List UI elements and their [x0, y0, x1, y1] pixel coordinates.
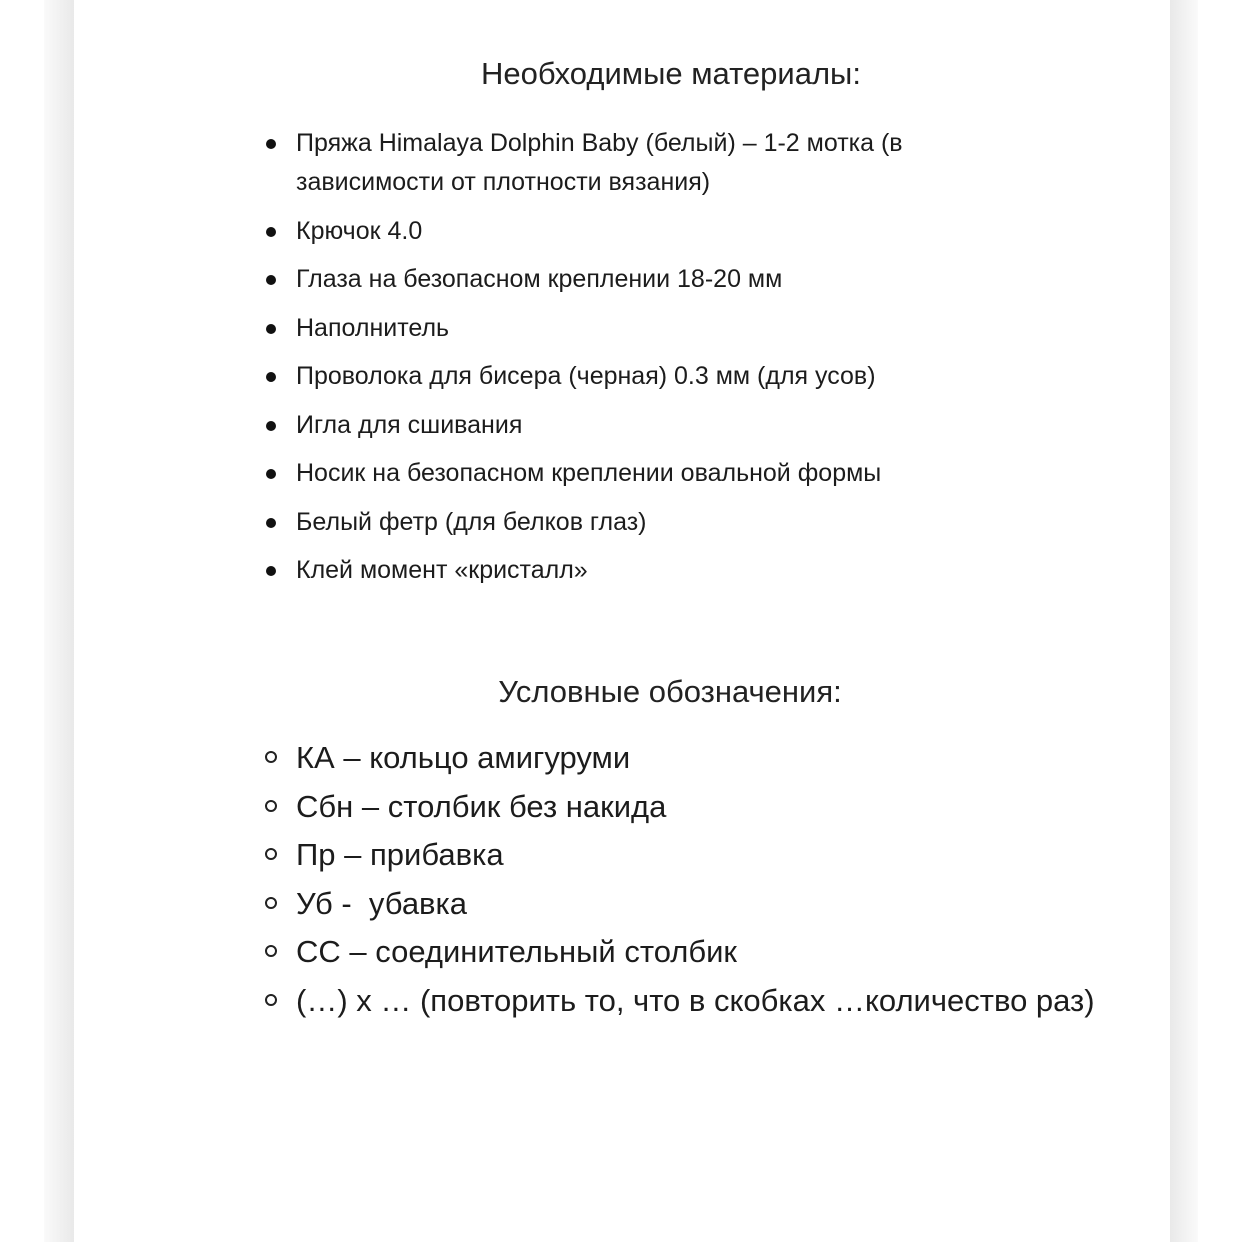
legend-text: Пр – прибавка [296, 837, 504, 872]
bullet-icon [266, 372, 276, 382]
legend-text: СС – соединительный столбик [296, 934, 737, 969]
material-text: Глаза на безопасном креплении 18-20 мм [296, 265, 783, 293]
material-text: Белый фетр (для белков глаз) [296, 507, 647, 536]
legend-text: (…) x … (повторить то, что в скобках …количество раз) [296, 982, 1095, 1018]
list-item [264, 880, 1104, 929]
bullet-icon [266, 518, 276, 528]
viewer-gutter-right [1170, 0, 1198, 1242]
list-item [264, 124, 984, 202]
bullet-icon [266, 275, 276, 285]
material-text: Крючок 4.0 [296, 216, 423, 245]
material-text: Наполнитель [296, 313, 450, 342]
list-item [264, 309, 984, 348]
bullet-icon [266, 469, 276, 479]
circle-bullet-icon [265, 800, 277, 812]
circle-bullet-icon [265, 848, 277, 860]
circle-bullet-icon [265, 945, 277, 957]
list-item [264, 212, 984, 251]
circle-bullet-icon [265, 751, 277, 763]
material-text: Клей момент «кристалл» [296, 556, 588, 584]
list-item [264, 503, 984, 542]
material-text: Проволока для бисера (черная) 0.3 мм (для усов) [296, 362, 876, 390]
list-item [264, 831, 1104, 880]
list-item [264, 928, 1104, 977]
materials-list [264, 124, 984, 600]
circle-bullet-icon [265, 994, 277, 1006]
material-text: Носик на безопасном креплении овальной формы [296, 459, 882, 487]
viewer-gutter-left [44, 0, 74, 1242]
legend-text: Уб - убавка [296, 885, 468, 921]
bullet-icon [266, 566, 276, 576]
legend-text: Сбн – столбик без накида [296, 788, 667, 824]
bullet-icon [266, 227, 276, 237]
legend-text: КА – кольцо амигуруми [296, 740, 631, 775]
list-item [264, 783, 1104, 832]
bullet-icon [266, 421, 276, 431]
materials-heading: Необходимые материалы: [481, 56, 861, 91]
list-item [264, 406, 984, 445]
legend-heading: Условные обозначения: [498, 674, 842, 709]
list-item [264, 260, 984, 299]
bullet-icon [266, 139, 276, 149]
list-item [264, 357, 984, 396]
list-item [264, 551, 984, 590]
material-text: Пряжа Himalaya Dolphin Baby (белый) – 1-2 мотка (в зависимости от плотности вязания) [296, 129, 903, 196]
material-text: Игла для сшивания [296, 410, 523, 439]
list-item [264, 734, 1104, 783]
list-item [264, 454, 984, 493]
legend-list [264, 734, 1104, 1025]
bullet-icon [266, 324, 276, 334]
list-item [264, 977, 1104, 1026]
document-page [74, 0, 1170, 1242]
circle-bullet-icon [265, 897, 277, 909]
